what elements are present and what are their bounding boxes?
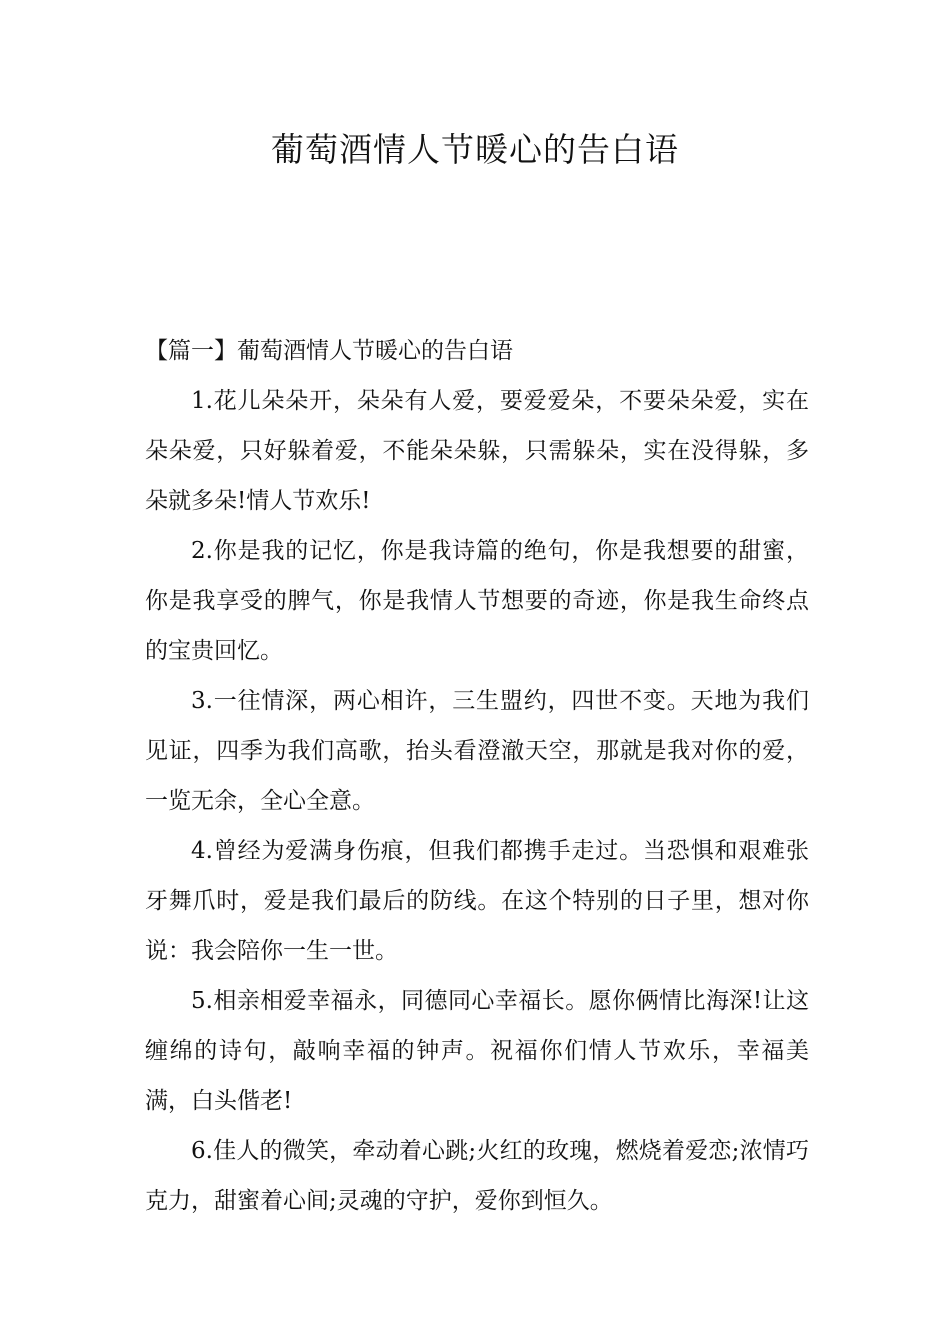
document-title: 葡萄酒情人节暖心的告白语 [271,130,679,169]
paragraph-6: 6.佳人的微笑，牵动着心跳;火红的玫瑰，燃烧着爱恋;浓情巧克力，甜蜜着心间;灵魂的守护，爱你到恒久。 [145,1138,809,1214]
paragraph-3: 3.一往情深，两心相许，三生盟约，四世不变。天地为我们见证，四季为我们高歌，抬头看澄澈天空，那就是我对你的爱，一览无余，全心全意。 [145,688,809,814]
paragraph-2: 2.你是我的记忆，你是我诗篇的绝句，你是我想要的甜蜜，你是我享受的脾气，你是我情人节想要的奇迹，你是我生命终点的宝贵回忆。 [145,538,809,664]
paragraph-1: 1.花儿朵朵开，朵朵有人爱，要爱爱朵，不要朵朵爱，实在朵朵爱，只好躲着爱，不能朵朵躲，只需躲朵，实在没得躲，多朵就多朵!情人节欢乐! [145,388,809,514]
section-heading: 【篇一】葡萄酒情人节暖心的告白语 [145,338,513,364]
paragraph-4: 4.曾经为爱满身伤痕，但我们都携手走过。当恐惧和艰难张牙舞爪时，爱是我们最后的防线。在这个特别的日子里，想对你说：我会陪你一生一世。 [145,838,809,964]
document-body [145,326,809,1226]
paragraph-5: 5.相亲相爱幸福永，同德同心幸福长。愿你俩情比海深!让这缠绵的诗句，敲响幸福的钟声。祝福你们情人节欢乐，幸福美满，白头偕老! [145,988,809,1114]
